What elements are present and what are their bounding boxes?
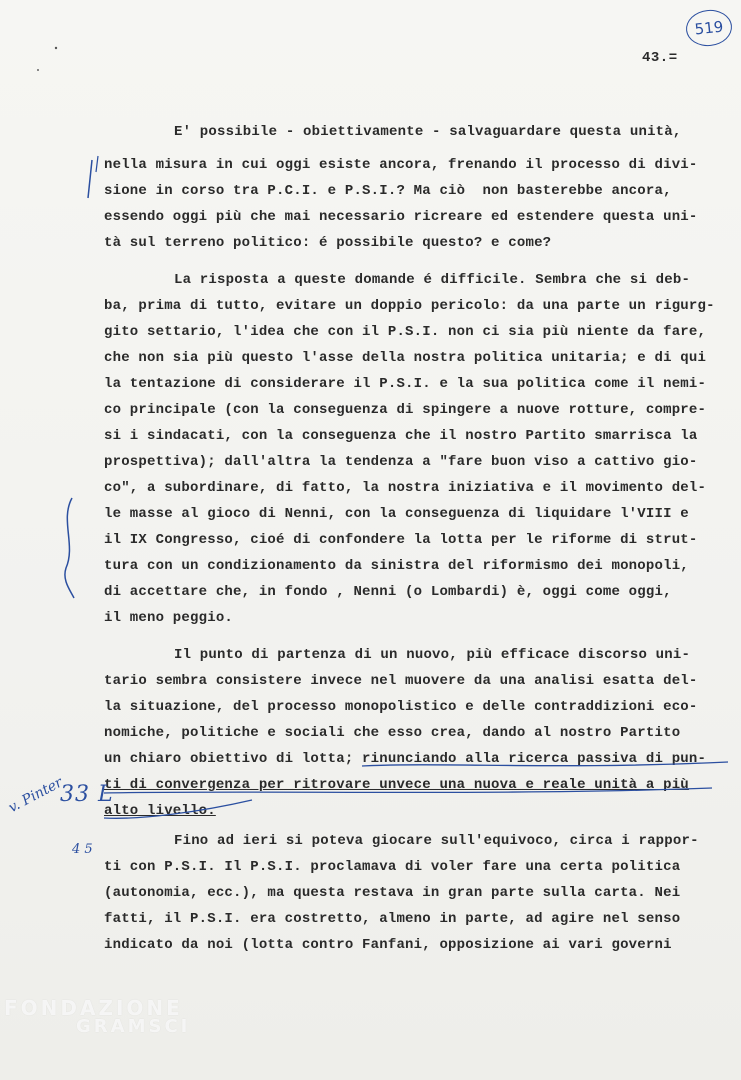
text-line: prospettiva); dall'altra la tendenza a "fare buon viso a cattivo gio- (104, 454, 698, 470)
pen-underline-3 (104, 800, 252, 818)
text-line: la situazione, del processo monopolistico e delle contraddizioni eco- (104, 699, 698, 715)
text-line: Fino ad ieri si poteva giocare sull'equivoco, circa i rappor- (174, 833, 699, 849)
page-number: 43.= (642, 50, 678, 66)
text-line: tà sul terreno politico: é possibile questo? e come? (104, 235, 552, 251)
margin-bracket (65, 498, 74, 598)
margin-stroke-top-2 (96, 156, 98, 172)
text-line: la tentazione di considerare il P.S.I. e la sua politica come il nemi- (104, 376, 707, 392)
margin-note-pages: 33 L (60, 782, 114, 807)
text-line: si i sindacati, con la conseguenza che il nostro Partito smarrisca la (104, 428, 698, 444)
text-line: ba, prima di tutto, evitare un doppio pericolo: da una parte un rigurg- (104, 298, 715, 314)
text-line: nella misura in cui oggi esiste ancora, frenando il processo di divi- (104, 157, 698, 173)
pen-underline-2 (104, 788, 712, 793)
text-line: Il punto di partenza di un nuovo, più efficace discorso uni- (174, 647, 691, 663)
watermark-line-2: GRAMSCI (76, 1016, 191, 1037)
text-line: indicato da noi (lotta contro Fanfani, opposizione ai vari governi (104, 937, 672, 953)
text-line: co principale (con la conseguenza di spingere a nuove rotture, compre- (104, 402, 707, 418)
text-line: il meno peggio. (104, 610, 234, 626)
text-line: nomiche, politiche e sociali che esso crea, dando al nostro Partito (104, 725, 681, 741)
text-line: co", a subordinare, di fatto, la nostra iniziativa e il movimento del- (104, 480, 707, 496)
margin-note-main: v. Pinter (6, 774, 66, 817)
text-line-underlined: ti di convergenza per ritrovare unvece una nuova e reale unità a più (104, 777, 689, 793)
text-line: di accettare che, in fondo , Nenni (o Lombardi) è, oggi come oggi, (104, 584, 672, 600)
margin-note-small: 4 5 (72, 842, 93, 857)
text-line: il IX Congresso, cioé di confondere la lotta per le riforme di strut- (104, 532, 698, 548)
margin-stroke-top (88, 160, 92, 198)
text-line: essendo oggi più che mai necessario ricreare ed estendere questa uni- (104, 209, 698, 225)
text-line-underlined: alto livello. (104, 803, 216, 819)
text-line: fatti, il P.S.I. era costretto, almeno in parte, ad agire nel senso (104, 911, 681, 927)
text-line: sione in corso tra P.C.I. e P.S.I.? Ma ciò non basterebbe ancora, (104, 183, 672, 199)
text-line: tario sembra consistere invece nel muovere da una analisi esatta del- (104, 673, 698, 689)
text-line: (autonomia, ecc.), ma questa restava in gran parte sulla carta. Nei (104, 885, 681, 901)
watermark (4, 998, 190, 1036)
archive-number: 519 (693, 17, 725, 39)
text-line: ti con P.S.I. Il P.S.I. proclamava di voler fare una certa politica (104, 859, 681, 875)
text-line: un chiaro obiettivo di lotta; rinunciando alla ricerca passiva di pun- (104, 751, 707, 767)
pen-underline-1 (362, 762, 728, 766)
text-line: le masse al gioco di Nenni, con la conseguenza di liquidare l'VIII e (104, 506, 689, 522)
paper-speck (55, 47, 57, 49)
text-line: La risposta a queste domande é difficile. Sembra che si deb- (174, 272, 691, 288)
text-line: E' possibile - obiettivamente - salvaguardare questa unità, (174, 124, 682, 140)
watermark-line-1: FONDAZIONE (4, 996, 183, 1020)
paper-speck (37, 69, 39, 71)
text-line: gito settario, l'idea che con il P.S.I. non ci sia più niente da fare, (104, 324, 707, 340)
text-line: tura con un condizionamento da sinistra del riformismo dei monopoli, (104, 558, 689, 574)
text-line: che non sia più questo l'asse della nostra politica unitaria; e di qui (104, 350, 707, 366)
